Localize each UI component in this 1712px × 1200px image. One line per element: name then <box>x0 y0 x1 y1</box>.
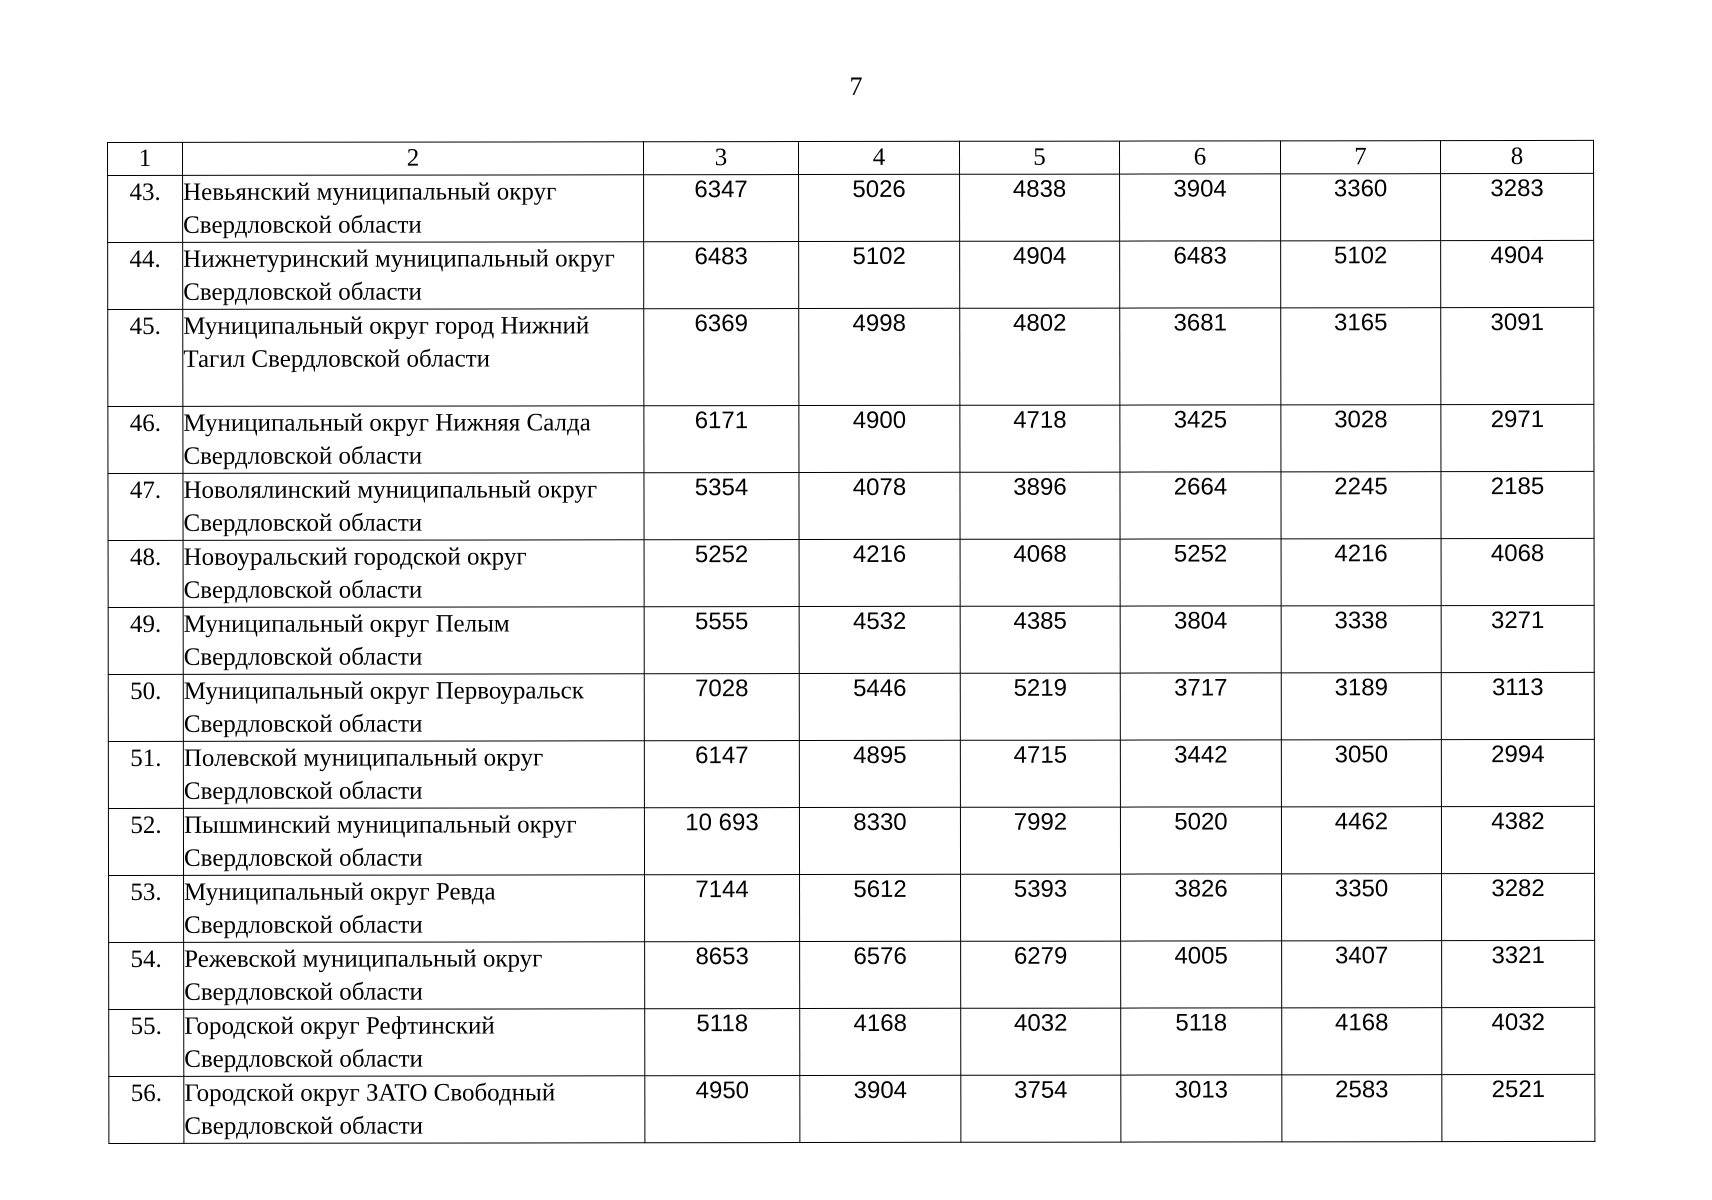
row-number: 56. <box>109 1076 184 1143</box>
value-cell: 2185 <box>1441 471 1594 538</box>
row-number: 43. <box>108 175 183 242</box>
row-number: 50. <box>108 674 183 741</box>
municipality-name: Новоуральский городской округ Свердловской области <box>183 540 644 608</box>
value-cell: 4005 <box>1121 941 1282 1008</box>
value-cell: 3028 <box>1281 405 1441 472</box>
row-number: 45. <box>108 309 183 406</box>
value-cell: 4718 <box>960 405 1120 472</box>
municipality-name: Невьянский муниципальный округ Свердловской области <box>183 175 644 243</box>
value-cell: 6347 <box>644 175 799 242</box>
row-number: 54. <box>109 942 184 1009</box>
column-header: 4 <box>799 141 960 174</box>
value-cell: 4078 <box>799 472 960 539</box>
value-cell: 4900 <box>799 405 960 472</box>
value-cell: 3826 <box>1121 874 1282 941</box>
value-cell: 4462 <box>1281 807 1441 874</box>
value-cell: 4895 <box>799 740 960 807</box>
value-cell: 5219 <box>960 673 1120 740</box>
value-cell: 7144 <box>645 875 800 942</box>
value-cell: 5118 <box>645 1009 800 1076</box>
table-row <box>109 1007 1595 1076</box>
municipality-name: Полевской муниципальный округ Свердловской области <box>183 741 644 809</box>
value-cell: 6483 <box>1120 241 1281 308</box>
value-cell: 4068 <box>1441 538 1594 605</box>
value-cell: 4216 <box>1281 539 1441 606</box>
municipality-name: Муниципальный округ Пелым Свердловской области <box>183 607 644 675</box>
value-cell: 3350 <box>1282 874 1442 941</box>
value-cell: 3407 <box>1282 941 1442 1008</box>
value-cell: 8653 <box>645 942 800 1009</box>
municipality-name: Городской округ ЗАТО Свободный Свердловской области <box>184 1076 645 1144</box>
row-number: 44. <box>108 242 183 309</box>
value-cell: 5252 <box>644 540 799 607</box>
column-header: 6 <box>1119 141 1280 174</box>
value-cell: 5118 <box>1121 1008 1282 1075</box>
value-cell: 5446 <box>799 673 960 740</box>
value-cell: 6576 <box>800 941 961 1008</box>
value-cell: 3681 <box>1120 308 1281 405</box>
value-cell: 3113 <box>1441 672 1594 739</box>
value-cell: 5102 <box>799 241 960 308</box>
table-body <box>108 173 1595 1143</box>
value-cell: 5026 <box>799 174 960 241</box>
municipality-name: Нижнетуринский муниципальный округ Свердловской области <box>183 242 644 310</box>
value-cell: 4068 <box>960 539 1120 606</box>
table-row <box>108 538 1594 607</box>
table-row <box>108 739 1594 808</box>
value-cell: 3425 <box>1120 405 1281 472</box>
row-number: 46. <box>108 406 183 473</box>
value-cell: 5354 <box>644 473 799 540</box>
value-cell: 3754 <box>961 1075 1121 1142</box>
value-cell: 2994 <box>1441 739 1594 806</box>
table-row <box>108 471 1594 540</box>
column-header: 1 <box>108 142 183 175</box>
value-cell: 6279 <box>961 941 1121 1008</box>
municipality-name: Муниципальный округ Ревда Свердловской области <box>184 875 645 943</box>
value-cell: 5393 <box>961 874 1121 941</box>
row-number: 55. <box>109 1009 184 1076</box>
column-header: 7 <box>1280 141 1440 174</box>
column-header: 8 <box>1440 140 1593 173</box>
value-cell: 3091 <box>1441 307 1594 404</box>
value-cell: 4950 <box>645 1076 800 1143</box>
value-cell: 5252 <box>1120 539 1281 606</box>
value-cell: 3360 <box>1281 174 1441 241</box>
value-cell: 5612 <box>800 874 961 941</box>
row-number: 49. <box>108 607 183 674</box>
value-cell: 2583 <box>1282 1075 1442 1142</box>
value-cell: 4216 <box>799 539 960 606</box>
column-header: 2 <box>183 142 644 176</box>
value-cell: 5020 <box>1120 807 1281 874</box>
value-cell: 6483 <box>644 242 799 309</box>
table-row <box>109 873 1595 942</box>
table-row <box>108 605 1594 674</box>
municipality-name: Новолялинский муниципальный округ Свердловской области <box>183 473 644 541</box>
value-cell: 4168 <box>1282 1008 1442 1075</box>
value-cell: 3338 <box>1281 606 1441 673</box>
municipality-name: Режевской муниципальный округ Свердловской области <box>184 942 645 1010</box>
value-cell: 3271 <box>1441 605 1594 672</box>
value-cell: 3283 <box>1441 173 1594 240</box>
value-cell: 3904 <box>1120 174 1281 241</box>
value-cell: 3050 <box>1281 740 1441 807</box>
value-cell: 4715 <box>960 740 1120 807</box>
value-cell: 2664 <box>1120 472 1281 539</box>
row-number: 53. <box>109 875 184 942</box>
value-cell: 4032 <box>1442 1007 1595 1074</box>
value-cell: 10 693 <box>644 808 799 875</box>
value-cell: 3013 <box>1121 1075 1282 1142</box>
value-cell: 3442 <box>1120 740 1281 807</box>
row-number: 52. <box>108 808 183 875</box>
value-cell: 4802 <box>960 308 1120 405</box>
value-cell: 6147 <box>644 741 799 808</box>
table-row <box>108 240 1594 309</box>
value-cell: 3717 <box>1120 673 1281 740</box>
value-cell: 3904 <box>800 1075 961 1142</box>
value-cell: 4032 <box>961 1008 1121 1075</box>
value-cell: 4904 <box>1441 240 1594 307</box>
value-cell: 2245 <box>1281 472 1441 539</box>
value-cell: 2521 <box>1442 1074 1595 1141</box>
value-cell: 4998 <box>799 308 960 405</box>
table-row <box>108 672 1594 741</box>
value-cell: 4382 <box>1441 806 1594 873</box>
value-cell: 3282 <box>1442 873 1595 940</box>
value-cell: 7992 <box>960 807 1120 874</box>
value-cell: 3804 <box>1120 606 1281 673</box>
value-cell: 4385 <box>960 606 1120 673</box>
table-row <box>109 1074 1595 1143</box>
value-cell: 7028 <box>644 674 799 741</box>
row-number: 51. <box>108 741 183 808</box>
table-header-row <box>108 140 1594 175</box>
value-cell: 6369 <box>644 309 799 406</box>
table-row <box>108 806 1594 875</box>
column-header: 3 <box>644 142 799 175</box>
value-cell: 3189 <box>1281 673 1441 740</box>
value-cell: 2971 <box>1441 404 1594 471</box>
municipality-name: Муниципальный округ Первоуральск Свердловской области <box>183 674 644 742</box>
value-cell: 8330 <box>799 807 960 874</box>
table-row <box>108 173 1594 242</box>
row-number: 48. <box>108 540 183 607</box>
municipality-name: Городской округ Рефтинский Свердловской области <box>184 1009 645 1077</box>
value-cell: 4838 <box>960 174 1120 241</box>
municipality-name: Муниципальный округ город Нижний Тагил Свердловской области <box>183 309 644 407</box>
value-cell: 4168 <box>800 1008 961 1075</box>
value-cell: 3165 <box>1281 308 1441 405</box>
value-cell: 5102 <box>1281 241 1441 308</box>
page-number: 7 <box>849 72 863 101</box>
data-table <box>107 140 1595 1144</box>
value-cell: 5555 <box>644 607 799 674</box>
column-header: 5 <box>959 141 1119 174</box>
value-cell: 6171 <box>644 406 799 473</box>
table-row <box>108 307 1594 406</box>
table-row <box>109 940 1595 1009</box>
value-cell: 3896 <box>960 472 1120 539</box>
row-number: 47. <box>108 473 183 540</box>
table-row <box>108 404 1594 473</box>
value-cell: 4532 <box>799 606 960 673</box>
value-cell: 4904 <box>960 241 1120 308</box>
municipality-name: Пышминский муниципальный округ Свердловской области <box>183 808 644 876</box>
value-cell: 3321 <box>1442 940 1595 1007</box>
municipality-name: Муниципальный округ Нижняя Салда Свердловской области <box>183 406 644 474</box>
